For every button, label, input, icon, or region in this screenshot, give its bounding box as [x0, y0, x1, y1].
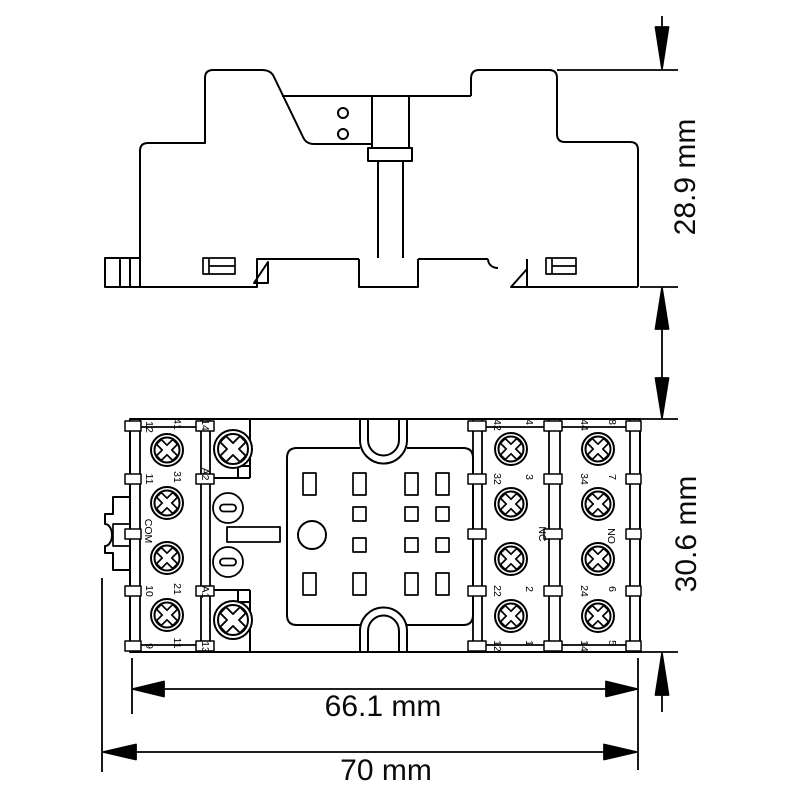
terminal-label: 7	[606, 474, 618, 480]
terminal-label: 42	[491, 419, 503, 431]
terminal-label: 12	[491, 640, 503, 652]
terminal-label: 13	[199, 641, 211, 653]
bracket-hole	[338, 108, 348, 118]
terminal-label: 41	[171, 418, 183, 430]
rail-claw-right	[511, 269, 527, 287]
bottom-notch	[360, 608, 407, 653]
terminal-label-com: COM	[142, 518, 154, 544]
terminal-label: 44	[578, 419, 590, 431]
terminal-label: 5	[606, 640, 618, 646]
dimension-lines	[102, 16, 678, 772]
center-foot	[359, 259, 418, 287]
terminal-label: 4	[523, 419, 535, 425]
terminal-label: 14	[578, 640, 590, 652]
terminal-label: 2	[523, 586, 535, 592]
clip-collar	[368, 148, 412, 161]
center-hole	[298, 521, 326, 549]
side-view	[105, 70, 638, 287]
bracket-hole	[338, 129, 348, 139]
clip-tube	[372, 96, 409, 148]
dimension-terminal-width: 66.1 mm	[324, 690, 442, 723]
terminal-label: 12	[143, 421, 155, 433]
terminal-label: 31	[171, 471, 183, 483]
terminal-label-no: NO	[605, 528, 617, 544]
terminal-label-a1: A1	[199, 585, 211, 599]
side-outline-right	[471, 70, 638, 287]
center-platform	[287, 448, 473, 625]
terminal-label-a2: A2	[199, 467, 211, 481]
terminal-label: 1	[523, 640, 535, 646]
terminal-label: 22	[491, 585, 503, 597]
terminal-label: 3	[523, 474, 535, 480]
socket-body	[130, 419, 640, 652]
terminal-label: 21	[171, 583, 183, 595]
terminal-label: 6	[606, 586, 618, 592]
top-notch	[360, 419, 407, 464]
din-clip-end	[105, 258, 140, 287]
terminal-label: 11	[143, 473, 155, 485]
pin-holes	[303, 473, 449, 595]
dimension-overall-width: 70 mm	[340, 754, 432, 787]
terminal-label: 24	[578, 585, 590, 597]
keying-slot	[227, 527, 280, 542]
terminal-label: 9	[143, 643, 155, 649]
dimension-side-height: 28.9 mm	[669, 118, 702, 236]
clip-stem	[378, 161, 403, 258]
terminal-label: 32	[491, 473, 503, 485]
bottom-view	[105, 419, 641, 652]
terminal-label: 8	[606, 419, 618, 425]
dimension-bottom-height: 30.6 mm	[670, 475, 703, 593]
slotted-screws	[213, 493, 243, 577]
terminal-label: 34	[578, 473, 590, 485]
side-outline-left	[140, 70, 372, 287]
terminal-label: 10	[143, 585, 155, 597]
terminal-label: 14	[199, 419, 211, 431]
terminal-label: 11	[171, 637, 183, 649]
terminal-label-nc: NC	[536, 526, 548, 542]
